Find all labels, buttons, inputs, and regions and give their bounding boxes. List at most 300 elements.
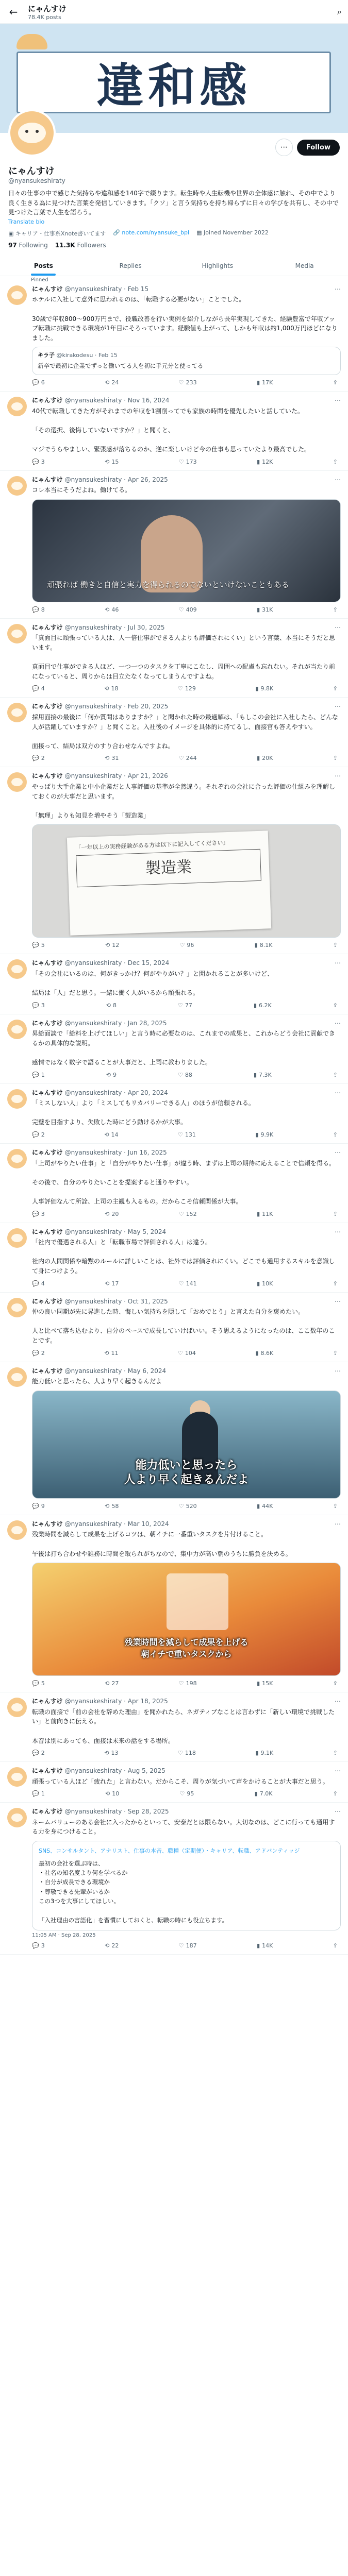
tab-highlights[interactable]: Highlights <box>202 262 234 269</box>
repost-icon: ⟲ <box>104 1349 109 1357</box>
post-meta: @nyansukeshiraty · Apr 20, 2024 <box>64 1089 168 1096</box>
like-button[interactable] <box>178 1750 196 1756</box>
reposts-count: 31 <box>111 755 119 762</box>
post-body <box>32 624 341 692</box>
share-button[interactable]: ⇪ <box>333 685 338 692</box>
share-button[interactable]: ⇪ <box>333 1071 338 1078</box>
repost-button[interactable] <box>105 1680 119 1687</box>
reply-button[interactable] <box>32 1503 45 1510</box>
reposts-count: 18 <box>111 685 119 692</box>
top-bar <box>0 0 348 24</box>
reply-button[interactable] <box>32 755 45 761</box>
post-meta: @nyansukeshiraty · May 5, 2024 <box>64 1228 167 1235</box>
like-button[interactable] <box>179 1503 197 1510</box>
like-button[interactable] <box>179 379 197 386</box>
following-stat[interactable]: 97 Following <box>8 241 48 249</box>
quoted-post-text: 新卒で最初に企業でずっと働いてる人を初に手元分と使ってる <box>38 362 204 369</box>
profile-section <box>0 133 348 249</box>
reply-icon: 💬 <box>32 1071 39 1078</box>
repost-icon: ⟲ <box>105 458 110 465</box>
more-icon[interactable]: ⋯ <box>335 1297 341 1305</box>
views-count: 9.1K <box>260 1750 274 1757</box>
views-icon: ▮ <box>257 1280 260 1287</box>
post-author-name[interactable]: にゃんすけ <box>32 1089 63 1096</box>
more-icon[interactable]: ⋯ <box>275 139 293 156</box>
reply-icon: 💬 <box>32 1002 39 1009</box>
like-button[interactable] <box>180 942 194 948</box>
likes-count: 520 <box>186 1502 197 1510</box>
reply-button[interactable] <box>32 1750 45 1756</box>
repost-button[interactable] <box>104 685 118 692</box>
post-author-name[interactable]: にゃんすけ <box>32 623 63 631</box>
post-actions <box>32 942 341 948</box>
profile-stats <box>8 242 340 249</box>
tab-replies[interactable]: Replies <box>119 262 142 269</box>
post-avatar[interactable] <box>7 397 27 416</box>
more-icon[interactable]: ⋯ <box>335 772 341 780</box>
more-icon[interactable]: ⋯ <box>335 1520 341 1528</box>
like-button[interactable] <box>179 1211 197 1217</box>
post-meta: @nyansukeshiraty · May 6, 2024 <box>64 1367 167 1375</box>
post-body <box>32 285 341 386</box>
likes-count: 77 <box>185 1002 192 1009</box>
more-icon[interactable]: ⋯ <box>335 1089 341 1096</box>
post-author-name[interactable]: にゃんすけ <box>32 1149 63 1157</box>
post-text: 「その会社にいるのは、何がきっかけ？何がやりがい？」と聞かれることが多いけど、 結局は「人」だと思う。一緒に働く人がいるから頑張れる。 <box>32 970 274 997</box>
post-text: 昇給面談で「給料を上げてほしい」と言う時に必要なのは、これまでの成果と、これからどう会社に貢献できるかの具体的な説明。 感情ではなく数字で語ることが大事だと、上司に教わりました。 <box>32 1030 336 1066</box>
post[interactable] <box>0 1515 348 1692</box>
share-button[interactable]: ⇪ <box>333 1790 338 1798</box>
more-icon[interactable]: ⋯ <box>335 1767 341 1775</box>
post-avatar[interactable] <box>7 1808 27 1827</box>
reply-button[interactable] <box>32 1350 45 1357</box>
post-video[interactable] <box>32 1391 341 1499</box>
views-button[interactable] <box>257 379 273 386</box>
banner-text: 違和感 <box>96 58 251 114</box>
search-icon[interactable]: ⌕ <box>337 6 342 16</box>
post-author-name[interactable]: にゃんすけ <box>32 476 63 483</box>
views-button[interactable] <box>257 1942 273 1949</box>
like-button[interactable] <box>178 1350 196 1357</box>
reply-button[interactable] <box>32 685 45 692</box>
post-author-name[interactable]: にゃんすけ <box>32 1698 63 1705</box>
post-avatar[interactable] <box>7 959 27 979</box>
post-text: 「真面目に頑張っている人は、人一倍仕事ができる人よりも評価されにくい」という言葉、本当にそうだと思います。 真面目で仕事ができる人ほど、一つ一つのタスクを丁寧にこなし、周囲への配慮も忘れない。それが当たり前になっていると、周りからは目立たなくなってしまうんですよね。 <box>32 634 336 680</box>
post-author-name[interactable]: にゃんすけ <box>32 285 63 293</box>
post-header <box>32 285 341 294</box>
repost-icon: ⟲ <box>105 1790 110 1798</box>
like-icon: ♡ <box>178 1131 183 1139</box>
reposts-count: 27 <box>111 1680 119 1687</box>
reply-button[interactable] <box>32 942 45 948</box>
post-meta: @nyansukeshiraty · Oct 31, 2025 <box>64 1297 168 1305</box>
post-author-name[interactable]: にゃんすけ <box>32 703 63 710</box>
image-document <box>67 831 271 936</box>
quoted-post[interactable] <box>32 347 341 375</box>
post[interactable] <box>0 698 348 767</box>
like-icon: ♡ <box>178 1071 183 1078</box>
likes-count: 173 <box>186 458 197 465</box>
like-button[interactable] <box>179 606 197 613</box>
post-avatar[interactable] <box>7 1020 27 1039</box>
like-button[interactable] <box>178 1002 192 1009</box>
post[interactable] <box>0 1014 348 1084</box>
post-actions <box>32 1680 341 1687</box>
views-button[interactable] <box>257 1503 273 1510</box>
post[interactable] <box>0 767 348 954</box>
tab-media[interactable]: Media <box>295 262 314 269</box>
repost-button[interactable] <box>104 1350 118 1357</box>
reply-button[interactable] <box>32 459 45 465</box>
more-icon[interactable]: ⋯ <box>335 397 341 404</box>
post[interactable] <box>0 1362 348 1515</box>
post-actions <box>32 1750 341 1756</box>
reply-icon: 💬 <box>32 942 39 949</box>
post-avatar[interactable] <box>7 1298 27 1317</box>
more-icon[interactable]: ⋯ <box>335 1808 341 1816</box>
post-header <box>32 1698 341 1706</box>
more-icon[interactable]: ⋯ <box>335 1698 341 1705</box>
like-icon: ♡ <box>178 685 183 692</box>
views-icon: ▮ <box>255 1750 259 1757</box>
post-text: 40代で転職してきた方がそれまでの年収を1割削ってでも家族の時間を優先したいと話していた。 「その選択、後悔していないですか？」と聞くと、 マジでうらやましい、緊張感が落ちるのか、逆に楽しいけど今の仕事も思っていたより最高でした。 <box>32 407 311 453</box>
post-meta: @nyansukeshiraty · Dec 15, 2024 <box>64 959 170 967</box>
reply-button[interactable] <box>32 1942 45 1949</box>
more-icon[interactable]: ⋯ <box>335 285 341 293</box>
repost-button[interactable] <box>104 1750 118 1756</box>
views-button[interactable] <box>255 1750 273 1756</box>
translate-bio-link[interactable]: Translate bio <box>8 218 45 225</box>
post-body <box>32 1767 341 1797</box>
post-avatar[interactable] <box>7 1367 27 1387</box>
more-icon[interactable]: ⋯ <box>335 959 341 967</box>
views-icon: ▮ <box>257 1942 260 1950</box>
like-button[interactable] <box>178 1072 192 1078</box>
likes-count: 141 <box>186 1280 197 1287</box>
views-button[interactable] <box>255 1790 273 1797</box>
post-avatar[interactable] <box>7 1228 27 1248</box>
post-avatar[interactable] <box>7 1698 27 1717</box>
repost-button[interactable] <box>105 942 119 948</box>
more-icon[interactable]: ⋯ <box>335 703 341 710</box>
repost-button[interactable] <box>105 1503 119 1510</box>
post[interactable] <box>0 1084 348 1144</box>
post-text: 「社内で優遇される人」と「転職市場で評価される人」は違う。 社内の人間関係や暗黙のルールに詳しいことは、社外では評価されにくい。どこでも通用するスキルを意識して身につけよう。 <box>32 1239 335 1275</box>
reply-button[interactable] <box>32 1280 45 1287</box>
replies-count: 6 <box>41 379 45 386</box>
more-icon[interactable]: ⋯ <box>335 1228 341 1235</box>
post[interactable] <box>0 954 348 1014</box>
reposts-count: 24 <box>111 379 119 386</box>
reply-button[interactable] <box>32 1072 45 1078</box>
post-meta: @nyansukeshiraty · Feb 20, 2025 <box>64 703 169 710</box>
post-author-name[interactable]: にゃんすけ <box>32 1520 63 1528</box>
post-body <box>32 772 341 948</box>
repost-button[interactable] <box>105 1211 119 1217</box>
post-author-name[interactable]: にゃんすけ <box>32 772 63 780</box>
arrow-left-icon[interactable]: ← <box>9 5 18 18</box>
post-meta: @nyansukeshiraty · Apr 18, 2025 <box>64 1698 168 1705</box>
views-button[interactable] <box>255 942 273 948</box>
post-header <box>32 1808 341 1816</box>
post-author-name[interactable]: にゃんすけ <box>32 1228 63 1235</box>
reposts-count: 10 <box>112 1790 120 1798</box>
views-button[interactable] <box>255 1131 273 1138</box>
post-meta: @nyansukeshiraty · Jan 28, 2025 <box>64 1019 167 1027</box>
reposts-count: 11 <box>111 1349 119 1357</box>
like-button[interactable] <box>179 755 197 761</box>
quoted-post-meta: @kirakodesu · Feb 15 <box>56 352 118 359</box>
share-button[interactable]: ⇪ <box>333 458 338 465</box>
repost-button[interactable] <box>105 1942 119 1949</box>
share-button[interactable]: ⇪ <box>333 1131 338 1139</box>
reposts-count: 46 <box>111 606 119 613</box>
post-header <box>32 1089 341 1097</box>
header-name: にゃんすけ <box>28 4 67 13</box>
post-avatar[interactable] <box>7 1520 27 1540</box>
reposts-count: 15 <box>111 458 119 465</box>
text-card[interactable] <box>32 1841 341 1930</box>
likes-count: 198 <box>186 1680 197 1687</box>
reply-button[interactable] <box>32 1002 45 1009</box>
post-meta: @nyansukeshiraty · Jun 16, 2025 <box>64 1149 167 1157</box>
likes-count: 187 <box>186 1942 197 1950</box>
post-header <box>32 1367 341 1376</box>
share-button[interactable]: ⇪ <box>333 379 338 386</box>
post-header <box>32 1020 341 1028</box>
post-header <box>32 772 341 781</box>
post-header <box>32 1149 341 1157</box>
views-count: 17K <box>262 379 273 386</box>
reply-icon: 💬 <box>32 1502 39 1510</box>
reply-icon: 💬 <box>32 1349 39 1357</box>
post[interactable] <box>0 471 348 619</box>
post[interactable] <box>0 392 348 471</box>
post-meta: @nyansukeshiraty · Aug 5, 2025 <box>64 1767 165 1775</box>
views-button[interactable] <box>257 1211 273 1217</box>
repost-button[interactable] <box>104 1131 118 1138</box>
post-text: 残業時間を減らして成果を上げるコツは、朝イチに一番重いタスクを片付けること。 午後は打ち合わせや雑務に時間を取られがちなので、集中力が高い朝のうちに勝負を決める。 <box>32 1531 292 1557</box>
share-button[interactable]: ⇪ <box>333 1680 338 1687</box>
more-icon[interactable]: ⋯ <box>335 476 341 483</box>
views-button[interactable] <box>255 685 273 692</box>
post-image[interactable] <box>32 499 341 602</box>
document-heading: 「一年以上の実務経験がある方は以下に記入してください」 <box>75 839 229 852</box>
share-button[interactable]: ⇪ <box>333 1349 338 1357</box>
post-actions <box>32 1280 341 1287</box>
repost-icon: ⟲ <box>104 685 109 692</box>
reposts-count: 14 <box>111 1131 119 1139</box>
reply-button[interactable] <box>32 379 45 386</box>
replies-count: 2 <box>41 1131 45 1139</box>
post-author-name[interactable]: にゃんすけ <box>32 1019 63 1027</box>
post[interactable] <box>0 619 348 698</box>
post[interactable] <box>0 276 348 392</box>
post-author-name[interactable]: にゃんすけ <box>32 1297 63 1305</box>
share-button[interactable]: ⇪ <box>333 1750 338 1757</box>
views-button[interactable] <box>254 1002 272 1009</box>
post-text: ホテルに入社して意外に思われるのは、「転職する必要がない」ことでした。 30歳で年収800〜900万円まで、役職改善を行い実例を紹介しながら長年実現してきた、経験豊富で年収アップ転職に挑戦できる環境が1年目にそろっています。経験値も上がって、しかも年収は約1,000万円ほどになりました。 <box>32 296 338 342</box>
repost-button[interactable] <box>105 1280 119 1287</box>
share-button[interactable]: ⇪ <box>333 1280 338 1287</box>
like-icon: ♡ <box>178 1280 184 1287</box>
post-timestamp: 11:05 AM · Sep 28, 2025 <box>32 1933 96 1939</box>
views-button[interactable] <box>257 1680 273 1687</box>
post-author-name[interactable]: にゃんすけ <box>32 1767 63 1775</box>
like-button[interactable] <box>180 1790 194 1797</box>
replies-count: 1 <box>41 1071 45 1078</box>
post-avatar[interactable] <box>7 285 27 305</box>
profile-category: ▣ キャリア・仕事系Xnote書いてます <box>8 230 106 237</box>
header-post-count: 78.4K posts <box>28 13 61 21</box>
reply-button[interactable] <box>32 606 45 613</box>
repost-icon: ⟲ <box>105 1210 110 1217</box>
post-text: 頑張っている人ほど「疲れた」と言わない。だからこそ、周りが気づいて声をかけることが大事だと思う。 <box>32 1777 329 1785</box>
post-body <box>32 1367 341 1510</box>
post-body <box>32 959 341 1008</box>
reply-button[interactable] <box>32 1131 45 1138</box>
like-button[interactable] <box>179 1942 197 1949</box>
reply-button[interactable] <box>32 1790 45 1797</box>
views-icon: ▮ <box>257 755 260 762</box>
post-actions <box>32 685 341 692</box>
repost-icon: ⟲ <box>106 1071 111 1078</box>
avatar[interactable] <box>8 109 56 157</box>
text-card-body: 最初の会社を選ぶ時は、 ・社名の知名度より何を学べるか ・自分が成長できる環境か ・尊敬できる先輩がいるか この3つを大事にしてほしい。 「入社理由の言語化」を習慣にしておくと、転職の時にも役立ちます。 <box>39 1859 228 1924</box>
post-header <box>32 1228 341 1236</box>
more-icon[interactable]: ⋯ <box>335 1367 341 1375</box>
post-author-name[interactable]: にゃんすけ <box>32 1367 63 1375</box>
share-button[interactable]: ⇪ <box>333 1942 338 1950</box>
tab-posts[interactable]: Posts <box>0 255 87 276</box>
post[interactable] <box>0 1223 348 1293</box>
post[interactable] <box>0 1293 348 1362</box>
reply-button[interactable] <box>32 1680 45 1687</box>
like-button[interactable] <box>179 1680 197 1687</box>
post[interactable] <box>0 1144 348 1223</box>
views-button[interactable] <box>257 755 273 761</box>
more-icon[interactable]: ⋯ <box>335 623 341 631</box>
post-avatar[interactable] <box>7 1149 27 1168</box>
share-button[interactable]: ⇪ <box>333 1210 338 1217</box>
post-meta: @nyansukeshiraty · Mar 10, 2024 <box>64 1520 169 1528</box>
likes-count: 244 <box>186 755 197 762</box>
share-button[interactable]: ⇪ <box>333 942 338 949</box>
share-button[interactable]: ⇪ <box>333 1502 338 1510</box>
replies-count: 2 <box>41 1349 45 1357</box>
post-avatar[interactable] <box>7 1089 27 1109</box>
post-image[interactable] <box>32 824 341 938</box>
post-actions <box>32 1002 341 1009</box>
post-author-name[interactable]: にゃんすけ <box>32 959 63 967</box>
like-button[interactable] <box>179 1280 197 1287</box>
profile-banner <box>0 24 348 133</box>
repost-button[interactable] <box>105 755 119 761</box>
views-icon: ▮ <box>257 1680 260 1687</box>
like-button[interactable] <box>178 1131 196 1138</box>
repost-icon: ⟲ <box>105 379 110 386</box>
repost-icon: ⟲ <box>104 1131 109 1139</box>
post-text: ネームバリューのある会社に入ったからといって、安泰だとは限らない。大切なのは、どこに行っても通用する力を身につけること。 <box>32 1818 335 1836</box>
profile-link[interactable]: 🔗 note.com/nyansuke_bpl <box>113 229 190 236</box>
post-avatar[interactable] <box>7 1767 27 1787</box>
views-button[interactable] <box>257 606 273 613</box>
like-icon: ♡ <box>178 1750 183 1757</box>
followers-stat[interactable]: 11.3K Followers <box>55 241 106 249</box>
views-button[interactable] <box>254 1072 272 1078</box>
views-button[interactable] <box>257 1280 273 1287</box>
repost-icon: ⟲ <box>104 1750 109 1757</box>
reply-icon: 💬 <box>32 606 39 613</box>
reply-button[interactable] <box>32 1211 45 1217</box>
reply-icon: 💬 <box>32 458 39 465</box>
likes-count: 95 <box>187 1790 194 1798</box>
more-icon[interactable]: ⋯ <box>335 1149 341 1157</box>
post-avatar[interactable] <box>7 703 27 722</box>
views-count: 7.3K <box>259 1071 272 1078</box>
follow-button[interactable]: Follow <box>297 140 340 156</box>
reply-icon: 💬 <box>32 685 39 692</box>
views-button[interactable] <box>257 459 273 465</box>
reply-icon: 💬 <box>32 379 39 386</box>
share-button[interactable]: ⇪ <box>333 755 338 762</box>
post-author-name[interactable]: にゃんすけ <box>32 1808 63 1816</box>
replies-count: 3 <box>41 1942 45 1950</box>
views-icon: ▮ <box>254 942 258 949</box>
post-author-name[interactable]: にゃんすけ <box>32 397 63 404</box>
post-actions <box>32 379 341 386</box>
share-button[interactable]: ⇪ <box>333 1002 338 1009</box>
reposts-count: 13 <box>111 1750 119 1757</box>
views-count: 6.2K <box>259 1002 272 1009</box>
repost-button[interactable] <box>106 1002 117 1009</box>
post[interactable] <box>0 1692 348 1762</box>
post-meta: @nyansukeshiraty · Apr 26, 2025 <box>64 476 168 483</box>
post-avatar[interactable] <box>7 624 27 643</box>
post-avatar[interactable] <box>7 476 27 496</box>
replies-count: 2 <box>41 1750 45 1757</box>
views-count: 44K <box>262 1502 273 1510</box>
post-actions <box>32 459 341 465</box>
post-actions <box>32 1072 341 1078</box>
repost-button[interactable] <box>105 1790 119 1797</box>
more-icon[interactable]: ⋯ <box>335 1019 341 1027</box>
repost-button[interactable] <box>105 379 119 386</box>
post-avatar[interactable] <box>7 772 27 792</box>
post[interactable] <box>0 1803 348 1955</box>
repost-button[interactable] <box>105 606 119 613</box>
replies-count: 3 <box>41 1210 45 1217</box>
views-button[interactable] <box>255 1350 273 1357</box>
like-button[interactable] <box>179 459 197 465</box>
reply-icon: 💬 <box>32 1680 39 1687</box>
repost-icon: ⟲ <box>105 942 110 949</box>
repost-button[interactable] <box>106 1072 117 1078</box>
like-icon: ♡ <box>178 1502 184 1510</box>
repost-button[interactable] <box>105 459 119 465</box>
likes-count: 152 <box>186 1210 197 1217</box>
post-image[interactable] <box>32 1563 341 1676</box>
post[interactable] <box>0 1762 348 1803</box>
like-button[interactable] <box>178 685 196 692</box>
post-header <box>32 703 341 711</box>
reply-icon: 💬 <box>32 1942 39 1950</box>
reply-icon: 💬 <box>32 1131 39 1139</box>
like-icon: ♡ <box>178 458 184 465</box>
profile-name: にゃんすけ <box>8 166 55 177</box>
share-button[interactable]: ⇪ <box>333 606 338 613</box>
quoted-post-header <box>38 351 335 360</box>
